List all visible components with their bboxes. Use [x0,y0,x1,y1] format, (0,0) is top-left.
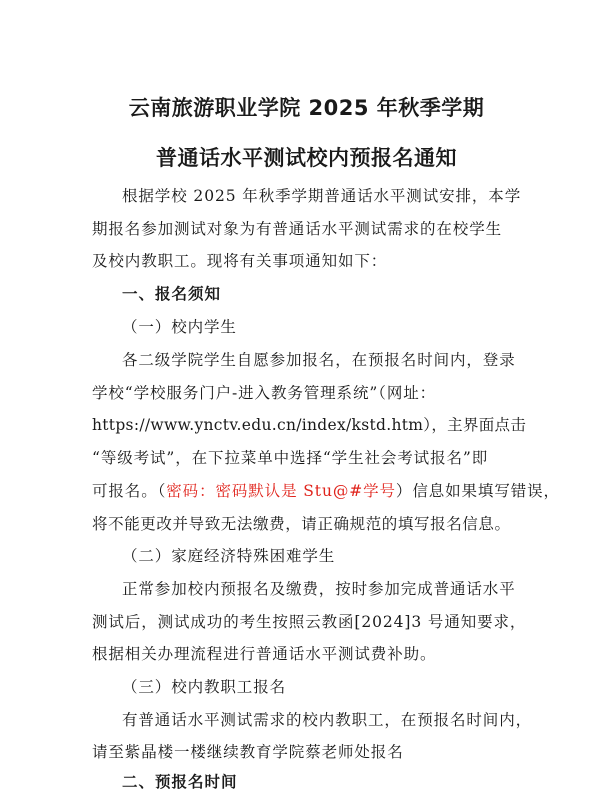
sub1-paragraph-line: https://www.ynctv.edu.cn/index/kstd.htm），主界面点击 [92,416,527,434]
password-note-prefix: 可报名。（ [92,482,167,500]
sub3-heading: （三）校内教职工报名 [122,678,287,696]
sub2-paragraph-line: 测试后，测试成功的考生按照云教函[2024]3 号通知要求， [92,613,527,631]
sub2-paragraph-line: 根据相关办理流程进行普通话水平测试费补助。 [92,645,437,663]
section2-heading: 二、预报名时间 [122,773,238,791]
sub2-heading: （二）家庭经济特殊困难学生 [122,547,336,565]
sub3-paragraph-line: 请至紫晶楼一楼继续教育学院蔡老师处报名 [92,743,404,761]
sub1-paragraph-line-with-password [92,481,560,501]
sub1-heading: （一）校内学生 [122,318,237,336]
sub1-paragraph-line: 将不能更改并导致无法缴费，请正确规范的填写报名信息。 [92,515,511,533]
password-note-suffix: ）信息如果填写错误， [395,482,560,500]
document-title-line1: 云南旅游职业学院 2025 年秋季学期 [128,96,485,120]
intro-paragraph-line: 及校内教职工。现将有关事项通知如下： [92,252,388,270]
sub1-paragraph-line: 各二级学院学生自愿参加报名，在预报名时间内，登录 [122,351,516,369]
intro-paragraph-line: 根据学校 2025 年秋季学期普通话水平测试安排，本学 [122,187,522,205]
sub1-paragraph-line: “等级考试”，在下拉菜单中选择“学生社会考试报名”即 [92,449,489,467]
intro-paragraph-line: 期报名参加测试对象为有普通话水平测试需求的在校学生 [92,220,503,238]
sub3-paragraph-line: 有普通话水平测试需求的校内教职工，在预报名时间内， [122,711,533,729]
section1-heading: 一、报名须知 [122,285,222,303]
password-note-highlight: 密码：密码默认是 Stu@#学号 [166,482,396,500]
sub1-paragraph-line: 学校“学校服务门户-进入教务管理系统”（网址： [92,384,437,402]
document-title-line2: 普通话水平测试校内预报名通知 [156,146,457,170]
sub2-paragraph-line: 正常参加校内预报名及缴费，按时参加完成普通话水平 [122,580,516,598]
